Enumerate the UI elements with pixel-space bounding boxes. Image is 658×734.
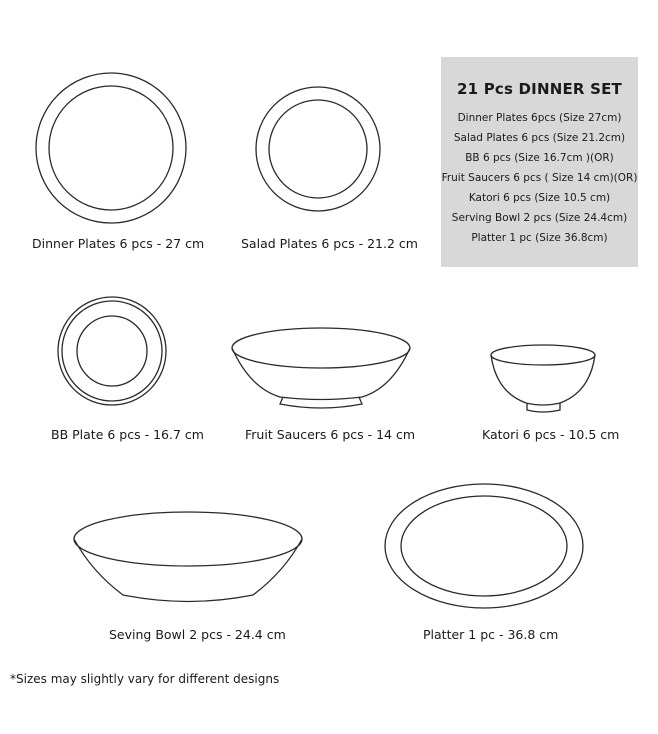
info-line-dinner-plates: Dinner Plates 6pcs (Size 27cm)	[457, 112, 622, 124]
platter-label: Platter 1 pc - 36.8 cm	[423, 627, 559, 642]
info-line-fruit-saucers: Fruit Saucers 6 pcs ( Size 14 cm)(OR)	[441, 172, 638, 184]
info-line-serving-bowl: Serving Bowl 2 pcs (Size 24.4cm)	[451, 212, 628, 224]
size-disclaimer-footnote: *Sizes may slightly vary for different designs	[10, 672, 280, 686]
info-line-bb: BB 6 pcs (Size 16.7cm )(OR)	[465, 152, 614, 164]
katori-label: Katori 6 pcs - 10.5 cm	[482, 427, 620, 442]
platter-drawing	[385, 484, 583, 608]
salad-plate-drawing	[256, 87, 380, 211]
dinner-plate-drawing	[36, 73, 186, 223]
info-line-platter: Platter 1 pc (Size 36.8cm)	[471, 232, 608, 244]
info-box-title: 21 Pcs DINNER SET	[457, 80, 622, 98]
serving-bowl-label: Seving Bowl 2 pcs - 24.4 cm	[109, 627, 286, 642]
bb-plate-label: BB Plate 6 pcs - 16.7 cm	[51, 427, 204, 442]
katori-drawing	[491, 345, 595, 412]
serving-bowl-drawing	[74, 512, 302, 602]
dinner-plates-label: Dinner Plates 6 pcs - 27 cm	[32, 236, 205, 251]
bb-plate-drawing	[58, 297, 166, 405]
info-line-katori: Katori 6 pcs (Size 10.5 cm)	[468, 192, 611, 204]
salad-plates-label: Salad Plates 6 pcs - 21.2 cm	[241, 236, 418, 251]
fruit-saucer-drawing	[232, 328, 410, 408]
info-line-salad-plates: Salad Plates 6 pcs (Size 21.2cm)	[453, 132, 626, 144]
fruit-saucers-label: Fruit Saucers 6 pcs - 14 cm	[245, 427, 416, 442]
dinner-set-info-box	[441, 57, 638, 267]
